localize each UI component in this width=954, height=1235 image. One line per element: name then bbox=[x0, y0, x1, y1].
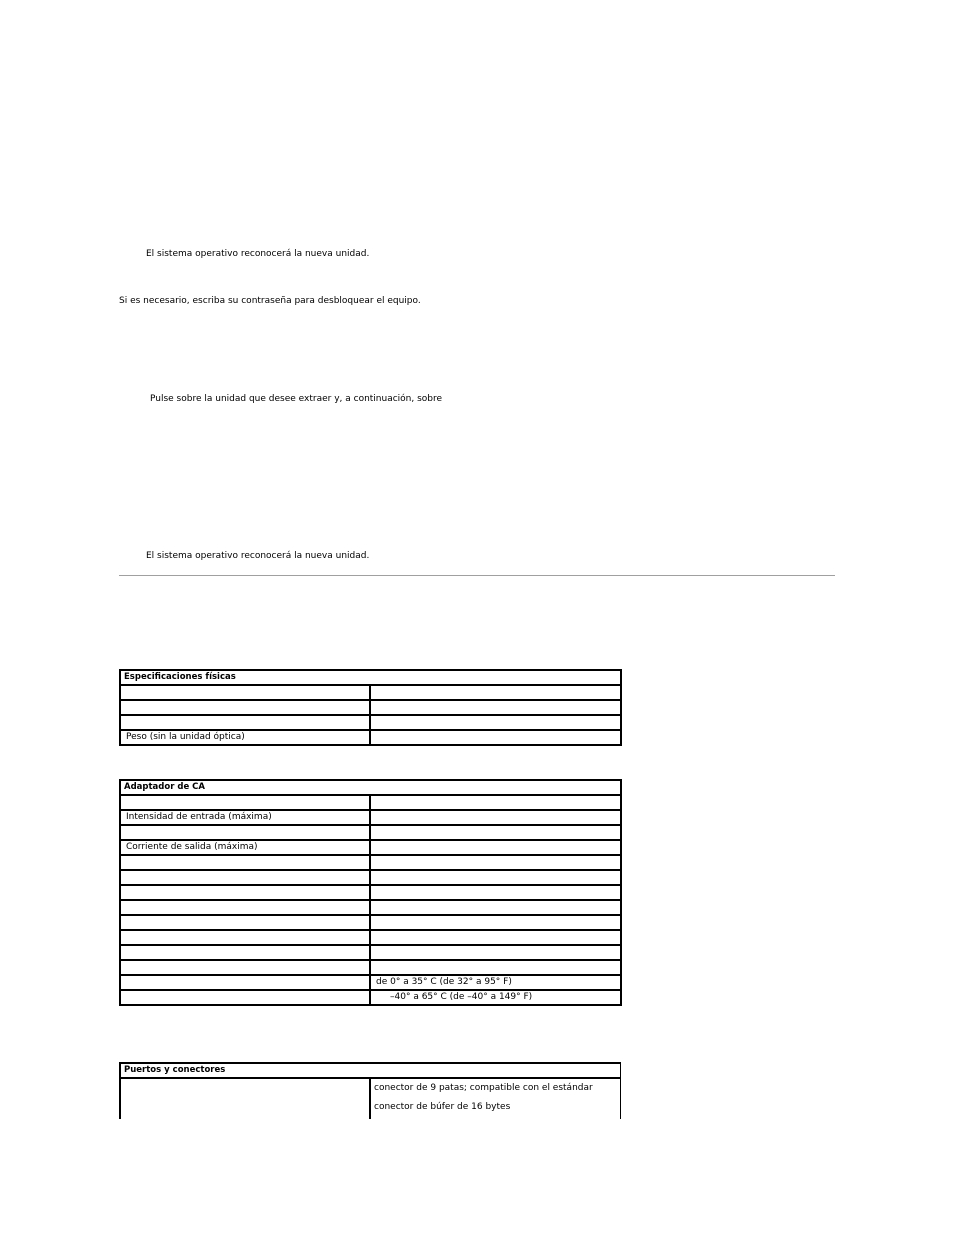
table-row bbox=[120, 870, 621, 885]
ports-table-clip bbox=[119, 1062, 621, 1119]
output-current-label: Corriente de salida (máxima) bbox=[120, 840, 370, 855]
weight-label: Peso (sin la unidad óptica) bbox=[120, 730, 370, 745]
table-row bbox=[120, 960, 621, 975]
ac-adapter-table bbox=[119, 779, 622, 1006]
table-row bbox=[120, 825, 621, 840]
table-row bbox=[120, 855, 621, 870]
table-row bbox=[120, 840, 621, 855]
table-row bbox=[120, 700, 621, 715]
table-row bbox=[120, 990, 621, 1005]
table-row bbox=[120, 930, 621, 945]
table-row bbox=[120, 1078, 621, 1119]
table-row bbox=[120, 945, 621, 960]
operating-temperature-value: de 0° a 35° C (de 32° a 95° F) bbox=[370, 975, 621, 990]
paragraph-click-drive: Pulse sobre la unidad que desee extraer y, a continuación, sobre bbox=[150, 394, 443, 404]
table-row bbox=[120, 795, 621, 810]
table-row bbox=[120, 810, 621, 825]
input-current-label: Intensidad de entrada (máxima) bbox=[120, 810, 370, 825]
paragraph-os-recognizes-drive-2: El sistema operativo reconocerá la nueva unidad. bbox=[146, 551, 370, 561]
table-row bbox=[120, 730, 621, 745]
ports-connectors-table bbox=[119, 1062, 621, 1119]
ac-adapter-title: Adaptador de CA bbox=[120, 780, 621, 795]
ports-connectors-title: Puertos y conectores bbox=[120, 1063, 621, 1078]
table-row bbox=[120, 715, 621, 730]
section-divider bbox=[119, 575, 835, 576]
table-row bbox=[120, 975, 621, 990]
physical-specs-title: Especificaciones físicas bbox=[120, 670, 621, 685]
table-row bbox=[120, 885, 621, 900]
serial-connector-value: conector de 9 patas; compatible con el estándar conector de búfer de 16 bytes bbox=[370, 1078, 621, 1119]
paragraph-os-recognizes-drive: El sistema operativo reconocerá la nueva unidad. bbox=[146, 249, 370, 259]
storage-temperature-value: –40° a 65° C (de –40° a 149° F) bbox=[370, 990, 621, 1005]
table-row bbox=[120, 900, 621, 915]
table-row bbox=[120, 685, 621, 700]
physical-specs-table bbox=[119, 669, 622, 746]
paragraph-enter-password: Si es necesario, escriba su contraseña para desbloquear el equipo. bbox=[119, 296, 421, 306]
table-row bbox=[120, 915, 621, 930]
